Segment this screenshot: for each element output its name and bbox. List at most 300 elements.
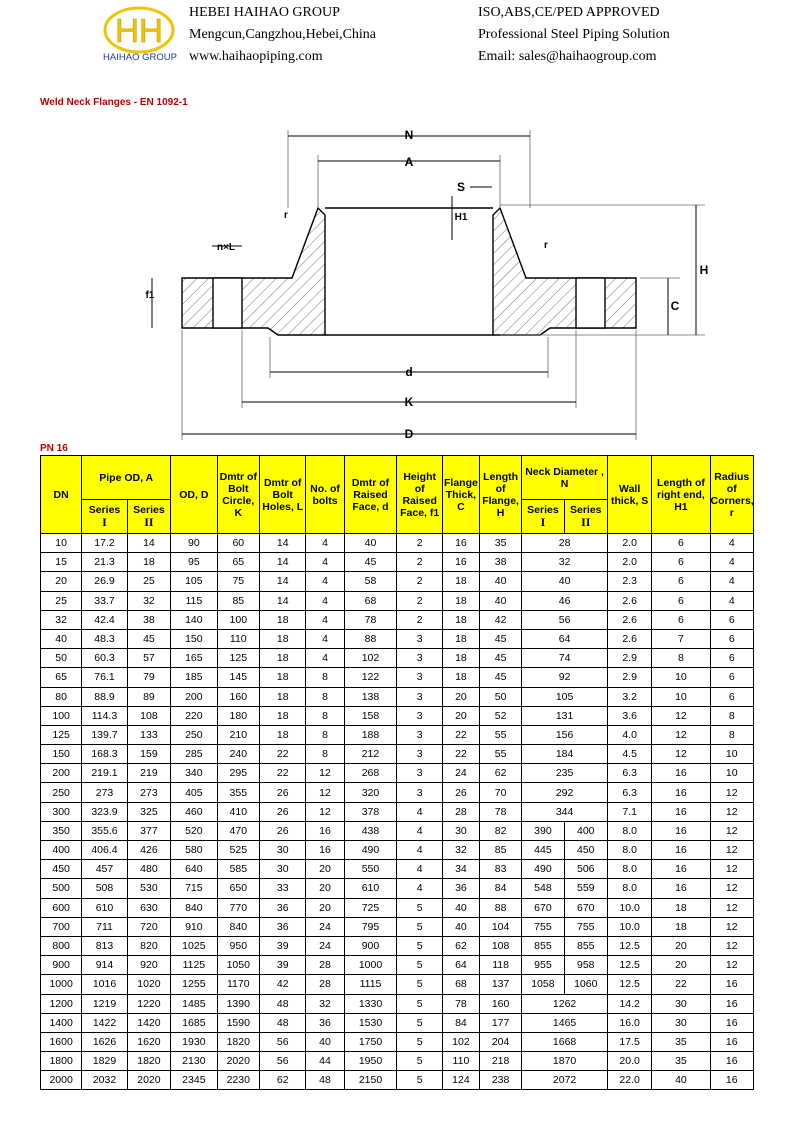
table-cell: 725 [344, 898, 397, 917]
table-cell: 1390 [217, 994, 259, 1013]
table-cell: 40 [41, 629, 82, 648]
table-cell: 16 [710, 1032, 753, 1051]
flange-left-section [182, 208, 325, 335]
table-cell: 10 [652, 668, 710, 687]
table-cell: 438 [344, 821, 397, 840]
table-cell: 1025 [171, 936, 218, 955]
table-cell: 42 [259, 975, 306, 994]
table-cell: 102 [344, 649, 397, 668]
table-cell: 168.3 [82, 745, 127, 764]
table-cell: 2.0 [607, 553, 651, 572]
table-cell: 200 [41, 764, 82, 783]
table-cell: 813 [82, 936, 127, 955]
table-cell: 40 [442, 917, 479, 936]
table-cell: 1668 [522, 1032, 608, 1051]
table-cell: 16 [652, 841, 710, 860]
table-cell: 22.0 [607, 1071, 651, 1090]
table-cell: 56 [522, 610, 608, 629]
label-h1: H1 [454, 212, 468, 223]
table-cell: 105 [171, 572, 218, 591]
table-cell: 7 [652, 629, 710, 648]
table-cell: 165 [171, 649, 218, 668]
table-cell: 139.7 [82, 725, 127, 744]
table-cell: 18 [442, 629, 479, 648]
table-cell: 24 [442, 764, 479, 783]
table-cell: 219.1 [82, 764, 127, 783]
table-cell: 400 [41, 841, 82, 860]
table-cell: 33.7 [82, 591, 127, 610]
table-cell: 26 [259, 802, 306, 821]
table-cell: 600 [41, 898, 82, 917]
table-cell: 855 [522, 936, 564, 955]
table-cell: 2 [397, 610, 442, 629]
table-cell: 4 [306, 610, 344, 629]
table-cell: 185 [171, 668, 218, 687]
table-row [41, 917, 754, 936]
table-cell: 1485 [171, 994, 218, 1013]
table-cell: 12 [710, 879, 753, 898]
table-cell: 18 [259, 610, 306, 629]
table-cell: 18 [259, 629, 306, 648]
table-cell: 2 [397, 553, 442, 572]
table-cell: 820 [127, 936, 170, 955]
table-cell: 720 [127, 917, 170, 936]
table-cell: 108 [127, 706, 170, 725]
table-cell: 39 [259, 936, 306, 955]
table-cell: 4 [306, 649, 344, 668]
table-cell: 640 [171, 860, 218, 879]
table-cell: 400 [564, 821, 607, 840]
table-cell: 2000 [41, 1071, 82, 1090]
table-cell: 6 [710, 610, 753, 629]
table-row [41, 1032, 754, 1051]
table-cell: 100 [217, 610, 259, 629]
table-cell: 85 [479, 841, 521, 860]
table-cell: 460 [171, 802, 218, 821]
table-cell: 548 [522, 879, 564, 898]
table-cell: 150 [171, 629, 218, 648]
table-cell: 220 [171, 706, 218, 725]
table-cell: 92 [522, 668, 608, 687]
table-cell: 20 [442, 706, 479, 725]
table-cell: 955 [522, 956, 564, 975]
table-cell: 670 [522, 898, 564, 917]
table-cell: 450 [41, 860, 82, 879]
table-cell: 16 [710, 1013, 753, 1032]
table-cell: 200 [171, 687, 218, 706]
table-cell: 344 [522, 802, 608, 821]
table-row [41, 879, 754, 898]
table-row [41, 764, 754, 783]
page-header [0, 0, 793, 90]
table-cell: 160 [479, 994, 521, 1013]
table-cell: 219 [127, 764, 170, 783]
table-cell: 12 [710, 956, 753, 975]
table-cell: 3 [397, 783, 442, 802]
contact-email[interactable]: Email: sales@haihaogroup.com [478, 49, 657, 64]
table-cell: 25 [127, 572, 170, 591]
table-cell: 250 [41, 783, 82, 802]
table-cell: 30 [442, 821, 479, 840]
table-cell: 1950 [344, 1052, 397, 1071]
table-cell: 58 [344, 572, 397, 591]
company-website[interactable]: www.haihaopiping.com [189, 49, 323, 64]
table-cell: 14 [127, 534, 170, 553]
table-cell: 2.3 [607, 572, 651, 591]
table-cell: 12.5 [607, 956, 651, 975]
table-cell: 110 [217, 629, 259, 648]
table-cell: 16.0 [607, 1013, 651, 1032]
table-cell: 1000 [41, 975, 82, 994]
table-cell: 133 [127, 725, 170, 744]
table-cell: 2.9 [607, 668, 651, 687]
table-cell: 52 [479, 706, 521, 725]
table-cell: 42 [479, 610, 521, 629]
table-cell: 16 [652, 764, 710, 783]
table-cell: 800 [41, 936, 82, 955]
table-cell: 118 [479, 956, 521, 975]
table-cell: 390 [522, 821, 564, 840]
table-cell: 158 [344, 706, 397, 725]
table-cell: 137 [479, 975, 521, 994]
table-cell: 585 [217, 860, 259, 879]
table-cell: 12 [710, 917, 753, 936]
table-cell: 6 [652, 534, 710, 553]
table-body [41, 534, 754, 1090]
table-cell: 76.1 [82, 668, 127, 687]
col-wall: Wall thick, S [607, 456, 651, 534]
table-row [41, 936, 754, 955]
table-cell: 145 [217, 668, 259, 687]
table-cell: 80 [41, 687, 82, 706]
table-cell: 22 [442, 745, 479, 764]
table-cell: 40 [479, 572, 521, 591]
label-c: C [670, 299, 680, 313]
table-cell: 12 [710, 841, 753, 860]
table-cell: 490 [522, 860, 564, 879]
table-row [41, 860, 754, 879]
table-cell: 12 [710, 936, 753, 955]
table-cell: 2230 [217, 1071, 259, 1090]
table-cell: 26 [259, 821, 306, 840]
logo-caption: HAIHAO GROUP [103, 52, 177, 63]
table-cell: 180 [217, 706, 259, 725]
table-cell: 16 [710, 1071, 753, 1090]
table-cell: 12 [652, 725, 710, 744]
table-cell: 457 [82, 860, 127, 879]
table-cell: 22 [259, 764, 306, 783]
table-cell: 1685 [171, 1013, 218, 1032]
table-row [41, 591, 754, 610]
tagline: Professional Steel Piping Solution [478, 27, 670, 42]
table-cell: 50 [479, 687, 521, 706]
table-cell: 85 [217, 591, 259, 610]
col-pipe-series-ii: Series II [127, 500, 170, 534]
table-cell: 4 [710, 553, 753, 572]
table-cell: 90 [171, 534, 218, 553]
table-cell: 1626 [82, 1032, 127, 1051]
table-cell: 325 [127, 802, 170, 821]
table-cell: 12 [710, 860, 753, 879]
table-cell: 21.3 [82, 553, 127, 572]
table-cell: 4 [710, 534, 753, 553]
table-cell: 506 [564, 860, 607, 879]
table-cell: 15 [41, 553, 82, 572]
table-row [41, 841, 754, 860]
table-cell: 1255 [171, 975, 218, 994]
table-cell: 4 [710, 591, 753, 610]
table-cell: 60.3 [82, 649, 127, 668]
table-row [41, 783, 754, 802]
table-cell: 16 [710, 975, 753, 994]
table-cell: 300 [41, 802, 82, 821]
table-cell: 88 [344, 629, 397, 648]
table-cell: 122 [344, 668, 397, 687]
table-cell: 3 [397, 687, 442, 706]
col-neck-series-ii: Series II [564, 500, 607, 534]
table-cell: 212 [344, 745, 397, 764]
table-cell: 1219 [82, 994, 127, 1013]
table-cell: 105 [522, 687, 608, 706]
table-cell: 1125 [171, 956, 218, 975]
table-row [41, 572, 754, 591]
table-cell: 45 [479, 668, 521, 687]
table-row [41, 898, 754, 917]
table-cell: 4 [306, 553, 344, 572]
table-cell: 55 [479, 725, 521, 744]
table-cell: 5 [397, 956, 442, 975]
table-cell: 20 [306, 879, 344, 898]
col-radius: Radius of Corners, r [710, 456, 753, 534]
table-cell: 8 [306, 745, 344, 764]
table-cell: 755 [522, 917, 564, 936]
table-cell: 156 [522, 725, 608, 744]
table-cell: 3 [397, 668, 442, 687]
table-cell: 83 [479, 860, 521, 879]
table-cell: 150 [41, 745, 82, 764]
table-cell: 78 [442, 994, 479, 1013]
table-cell: 405 [171, 783, 218, 802]
table-cell: 50 [41, 649, 82, 668]
table-cell: 273 [82, 783, 127, 802]
table-cell: 8.0 [607, 860, 651, 879]
table-cell: 12 [710, 783, 753, 802]
table-cell: 45 [479, 629, 521, 648]
table-cell: 4 [397, 879, 442, 898]
table-cell: 910 [171, 917, 218, 936]
table-cell: 14 [259, 534, 306, 553]
table-cell: 20 [306, 898, 344, 917]
table-cell: 26.9 [82, 572, 127, 591]
col-neck-series-i: Series I [522, 500, 564, 534]
table-cell: 20 [652, 936, 710, 955]
table-cell: 950 [217, 936, 259, 955]
table-cell: 3.2 [607, 687, 651, 706]
table-row [41, 956, 754, 975]
table-cell: 18 [259, 668, 306, 687]
table-cell: 40 [522, 572, 608, 591]
table-cell: 1200 [41, 994, 82, 1013]
table-cell: 28 [306, 956, 344, 975]
table-cell: 6 [652, 553, 710, 572]
table-cell: 115 [171, 591, 218, 610]
table-cell: 5 [397, 1052, 442, 1071]
table-cell: 184 [522, 745, 608, 764]
table-cell: 480 [127, 860, 170, 879]
table-cell: 18 [442, 591, 479, 610]
col-bolt-holes: Dmtr of Bolt Holes, L [259, 456, 306, 534]
table-cell: 1115 [344, 975, 397, 994]
bolt-hole-right [576, 278, 605, 328]
label-h: H [699, 263, 709, 277]
company-address: Mengcun,Cangzhou,Hebei,China [189, 27, 377, 42]
table-cell: 32 [522, 553, 608, 572]
table-cell: 40 [479, 591, 521, 610]
table-cell: 2032 [82, 1071, 127, 1090]
table-cell: 20 [306, 860, 344, 879]
table-cell: 240 [217, 745, 259, 764]
table-cell: 64 [442, 956, 479, 975]
col-neck: Neck Diameter , N [522, 456, 608, 500]
table-cell: 6 [710, 629, 753, 648]
table-cell: 12 [710, 802, 753, 821]
table-cell: 40 [344, 534, 397, 553]
table-cell: 40 [442, 898, 479, 917]
table-cell: 22 [442, 725, 479, 744]
table-cell: 16 [710, 1052, 753, 1071]
table-cell: 4 [306, 629, 344, 648]
table-cell: 30 [259, 841, 306, 860]
table-cell: 140 [171, 610, 218, 629]
table-cell: 2020 [127, 1071, 170, 1090]
table-cell: 2 [397, 534, 442, 553]
table-cell: 84 [479, 879, 521, 898]
table-cell: 1262 [522, 994, 608, 1013]
table-cell: 2.6 [607, 591, 651, 610]
table-row [41, 553, 754, 572]
table-cell: 2150 [344, 1071, 397, 1090]
table-cell: 6 [652, 591, 710, 610]
table-cell: 323.9 [82, 802, 127, 821]
col-pipe-od: Pipe OD, A [82, 456, 171, 500]
table-cell: 125 [41, 725, 82, 744]
table-cell: 18 [652, 917, 710, 936]
table-cell: 18 [442, 610, 479, 629]
col-od: OD, D [171, 456, 218, 534]
table-cell: 2.6 [607, 610, 651, 629]
table-cell: 1930 [171, 1032, 218, 1051]
table-cell: 5 [397, 917, 442, 936]
table-cell: 35 [652, 1032, 710, 1051]
table-cell: 1820 [217, 1032, 259, 1051]
table-cell: 88 [479, 898, 521, 917]
table-cell: 3 [397, 745, 442, 764]
table-cell: 177 [479, 1013, 521, 1032]
table-cell: 38 [127, 610, 170, 629]
table-cell: 18 [127, 553, 170, 572]
table-cell: 26 [259, 783, 306, 802]
table-cell: 16 [652, 802, 710, 821]
table-cell: 8 [306, 668, 344, 687]
table-cell: 3 [397, 725, 442, 744]
table-cell: 12 [652, 745, 710, 764]
table-cell: 25 [41, 591, 82, 610]
table-cell: 630 [127, 898, 170, 917]
table-cell: 378 [344, 802, 397, 821]
table-cell: 100 [41, 706, 82, 725]
table-row [41, 1013, 754, 1032]
table-cell: 204 [479, 1032, 521, 1051]
table-cell: 40 [306, 1032, 344, 1051]
table-cell: 57 [127, 649, 170, 668]
table-cell: 18 [259, 725, 306, 744]
table-cell: 550 [344, 860, 397, 879]
table-cell: 8 [652, 649, 710, 668]
table-cell: 35 [479, 534, 521, 553]
table-cell: 24 [306, 917, 344, 936]
table-cell: 1220 [127, 994, 170, 1013]
table-cell: 8 [306, 725, 344, 744]
table-cell: 770 [217, 898, 259, 917]
table-cell: 30 [652, 994, 710, 1013]
table-cell: 10 [710, 745, 753, 764]
label-k: K [404, 395, 414, 409]
table-cell: 10.0 [607, 917, 651, 936]
table-cell: 1829 [82, 1052, 127, 1071]
table-cell: 250 [171, 725, 218, 744]
table-cell: 33 [259, 879, 306, 898]
table-cell: 62 [442, 936, 479, 955]
col-no-bolts: No. of bolts [306, 456, 344, 534]
table-cell: 350 [41, 821, 82, 840]
table-cell: 124 [442, 1071, 479, 1090]
table-cell: 1620 [127, 1032, 170, 1051]
table-cell: 5 [397, 936, 442, 955]
table-cell: 1420 [127, 1013, 170, 1032]
col-pipe-series-i: Series I [82, 500, 127, 534]
table-cell: 1800 [41, 1052, 82, 1071]
table-cell: 268 [344, 764, 397, 783]
table-cell: 218 [479, 1052, 521, 1071]
table-cell: 12 [306, 783, 344, 802]
table-cell: 5 [397, 898, 442, 917]
table-cell: 24 [306, 936, 344, 955]
table-cell: 10 [652, 687, 710, 706]
label-a: A [404, 155, 414, 169]
table-cell: 715 [171, 879, 218, 898]
table-cell: 12.5 [607, 936, 651, 955]
table-cell: 45 [479, 649, 521, 668]
table-cell: 22 [259, 745, 306, 764]
table-cell: 20 [652, 956, 710, 975]
table-cell: 755 [564, 917, 607, 936]
table-cell: 159 [127, 745, 170, 764]
table-cell: 89 [127, 687, 170, 706]
table-cell: 795 [344, 917, 397, 936]
table-cell: 62 [259, 1071, 306, 1090]
table-cell: 12 [710, 898, 753, 917]
table-cell: 70 [479, 783, 521, 802]
table-cell: 1016 [82, 975, 127, 994]
table-cell: 36 [259, 898, 306, 917]
table-cell: 18 [442, 572, 479, 591]
table-cell: 20.0 [607, 1052, 651, 1071]
table-cell: 35 [652, 1052, 710, 1071]
table-cell: 17.2 [82, 534, 127, 553]
table-cell: 40 [652, 1071, 710, 1090]
table-cell: 525 [217, 841, 259, 860]
table-cell: 14 [259, 553, 306, 572]
